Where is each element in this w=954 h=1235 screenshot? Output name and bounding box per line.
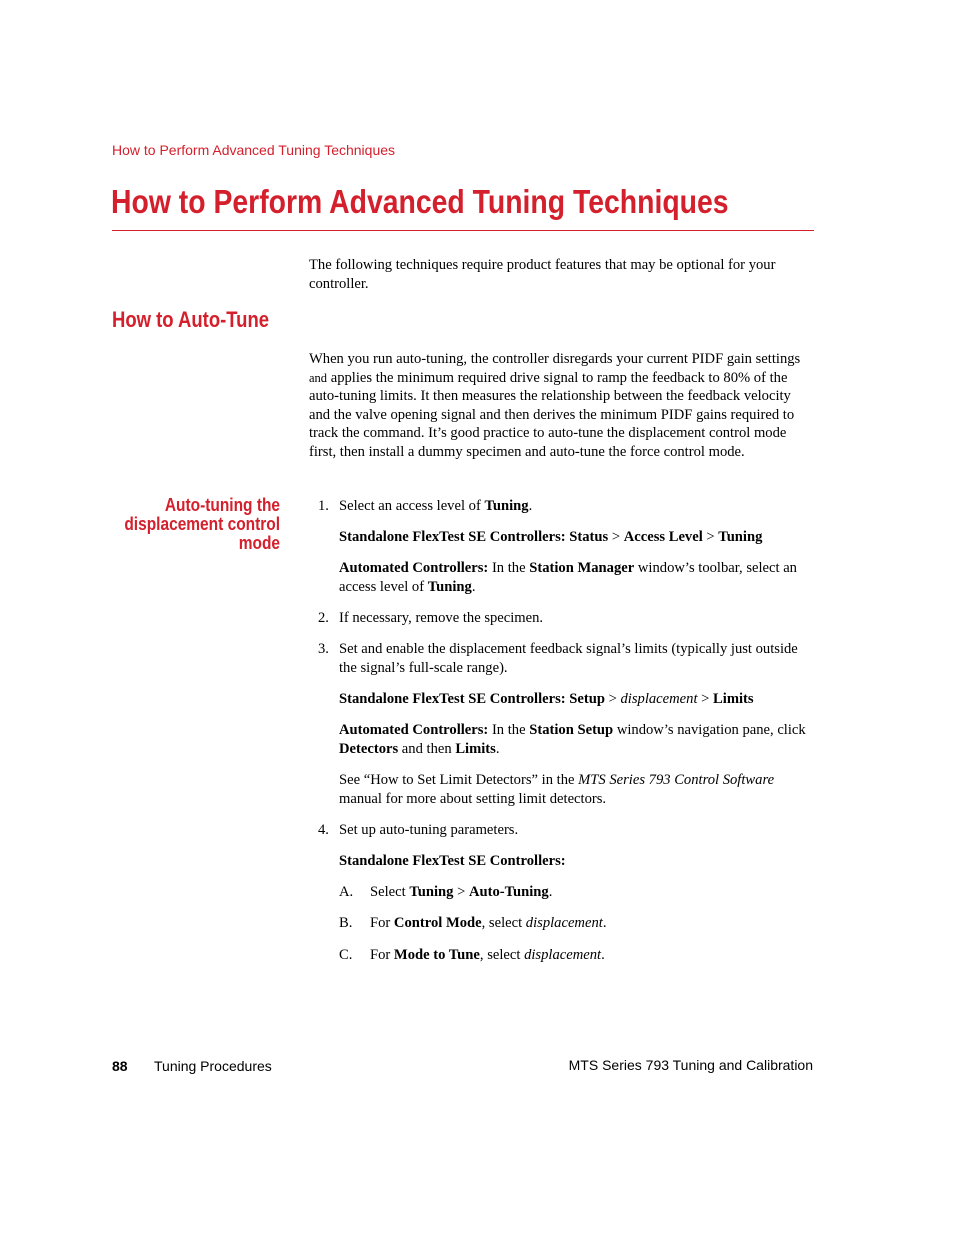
step-number: 3. — [318, 641, 329, 658]
step-number: 4. — [318, 821, 329, 838]
standalone-label — [339, 852, 813, 871]
path-separator: > — [702, 529, 719, 546]
text: In the — [488, 560, 530, 577]
text: . — [548, 884, 553, 901]
variable-term: displacement — [524, 946, 602, 963]
footer-document-title: MTS Series 793 Tuning and Calibration — [568, 1057, 813, 1073]
path-separator: > — [697, 691, 714, 708]
text: , select — [481, 915, 526, 932]
path-separator: > — [608, 529, 624, 546]
text: . — [601, 946, 605, 963]
section-paragraph — [309, 350, 813, 462]
ui-term: Mode to Tune — [393, 946, 480, 963]
paragraph-text: When you run auto-tuning, the controller disregards your current PIDF gain settings — [309, 351, 801, 367]
text: window’s navigation pane, click — [613, 722, 806, 739]
text: For — [370, 946, 394, 963]
text: and then — [398, 740, 456, 757]
ui-term: Standalone FlexTest SE Controllers: Setup — [339, 691, 605, 708]
text: manual for more about setting limit detectors. — [339, 790, 607, 807]
text: Select an access level of — [339, 498, 485, 514]
substep-letter: A. — [339, 884, 354, 901]
subsection-heading-line: Auto-tuning the — [164, 495, 280, 515]
running-head: How to Perform Advanced Tuning Techniques — [112, 142, 396, 158]
text: Select — [370, 884, 410, 901]
variable-term: displacement — [620, 691, 698, 708]
subsection-heading-line: mode — [238, 533, 280, 554]
manual-title: MTS Series 793 Control Software — [578, 772, 775, 789]
substep-c — [339, 946, 813, 965]
ui-term: Tuning — [409, 884, 454, 901]
step-text: If necessary, remove the specimen. — [339, 610, 544, 627]
ui-term: Automated Controllers: — [339, 722, 489, 739]
text: window’s toolbar, select an access level of — [339, 560, 797, 595]
standalone-path — [339, 528, 813, 547]
standalone-path — [339, 690, 813, 709]
ui-term: Tuning — [484, 498, 529, 514]
ui-term: Standalone FlexTest SE Controllers: — [339, 853, 566, 870]
substeps — [339, 883, 813, 964]
automated-instruction — [339, 721, 813, 758]
ui-term: Station Manager — [529, 560, 635, 577]
paragraph-text: applies the minimum required drive signal to ramp the feedback to 80% of the auto-tuning limits. It then measures the relationship between the feedback velocity and the valve opening signal and then derives the minimum PIDF gains required to track the command. It’s good practice to auto-tune the displacement control mode first, then install a dummy specimen and auto-tune the force control mode. — [309, 369, 795, 460]
ui-term: Auto-Tuning — [468, 884, 549, 901]
text: . — [528, 498, 533, 514]
subsection-heading-line: displacement control — [124, 514, 280, 535]
ui-term: Limits — [713, 691, 754, 708]
ui-term: Automated Controllers: — [339, 560, 489, 577]
ui-term: Tuning — [427, 578, 472, 595]
text: . — [602, 915, 607, 932]
step-1 — [309, 497, 813, 597]
intro-paragraph: The following techniques require product features that may be optional for your controller. — [309, 257, 776, 292]
step-text — [339, 497, 813, 516]
substep-letter: B. — [339, 915, 353, 932]
text: See “How to Set Limit Detectors” in the — [339, 772, 579, 789]
step-4 — [309, 821, 813, 964]
step-3 — [309, 640, 813, 808]
ui-term: Detectors — [339, 740, 399, 757]
ui-term: Access Level — [623, 529, 703, 546]
cross-reference — [339, 771, 813, 808]
substep-b — [339, 914, 813, 933]
path-separator: > — [453, 884, 469, 901]
ui-term: Standalone FlexTest SE Controllers: Status — [339, 529, 609, 546]
text: For — [370, 915, 394, 932]
step-number: 2. — [318, 610, 329, 627]
page-number: 88 — [112, 1058, 128, 1074]
ui-term: Control Mode — [393, 915, 482, 932]
step-text: Set up auto-tuning parameters. — [339, 821, 519, 838]
title-rule — [112, 230, 814, 231]
subsection-heading — [124, 496, 280, 554]
footer-section: Tuning Procedures — [154, 1058, 272, 1074]
ui-term: Station Setup — [529, 722, 614, 739]
text: . — [495, 740, 500, 757]
substep-letter: C. — [339, 946, 353, 963]
path-separator: > — [604, 691, 621, 708]
section-heading: How to Auto-Tune — [112, 307, 270, 332]
step-number: 1. — [318, 498, 329, 514]
text: In the — [488, 722, 530, 739]
automated-instruction — [339, 559, 813, 596]
step-text: Set and enable the displacement feedback signal’s limits (typically just outside the signal’s full-scale range). — [339, 641, 798, 676]
variable-term: displacement — [525, 915, 603, 932]
substep-a — [339, 883, 813, 902]
page-title: How to Perform Advanced Tuning Techniques — [111, 183, 729, 220]
step-2 — [309, 609, 813, 628]
ui-term: Tuning — [718, 529, 763, 546]
text: , select — [479, 946, 525, 963]
text: . — [471, 578, 476, 595]
paragraph-and: and — [309, 370, 328, 385]
procedure-steps — [309, 497, 813, 977]
ui-term: Limits — [455, 740, 496, 757]
